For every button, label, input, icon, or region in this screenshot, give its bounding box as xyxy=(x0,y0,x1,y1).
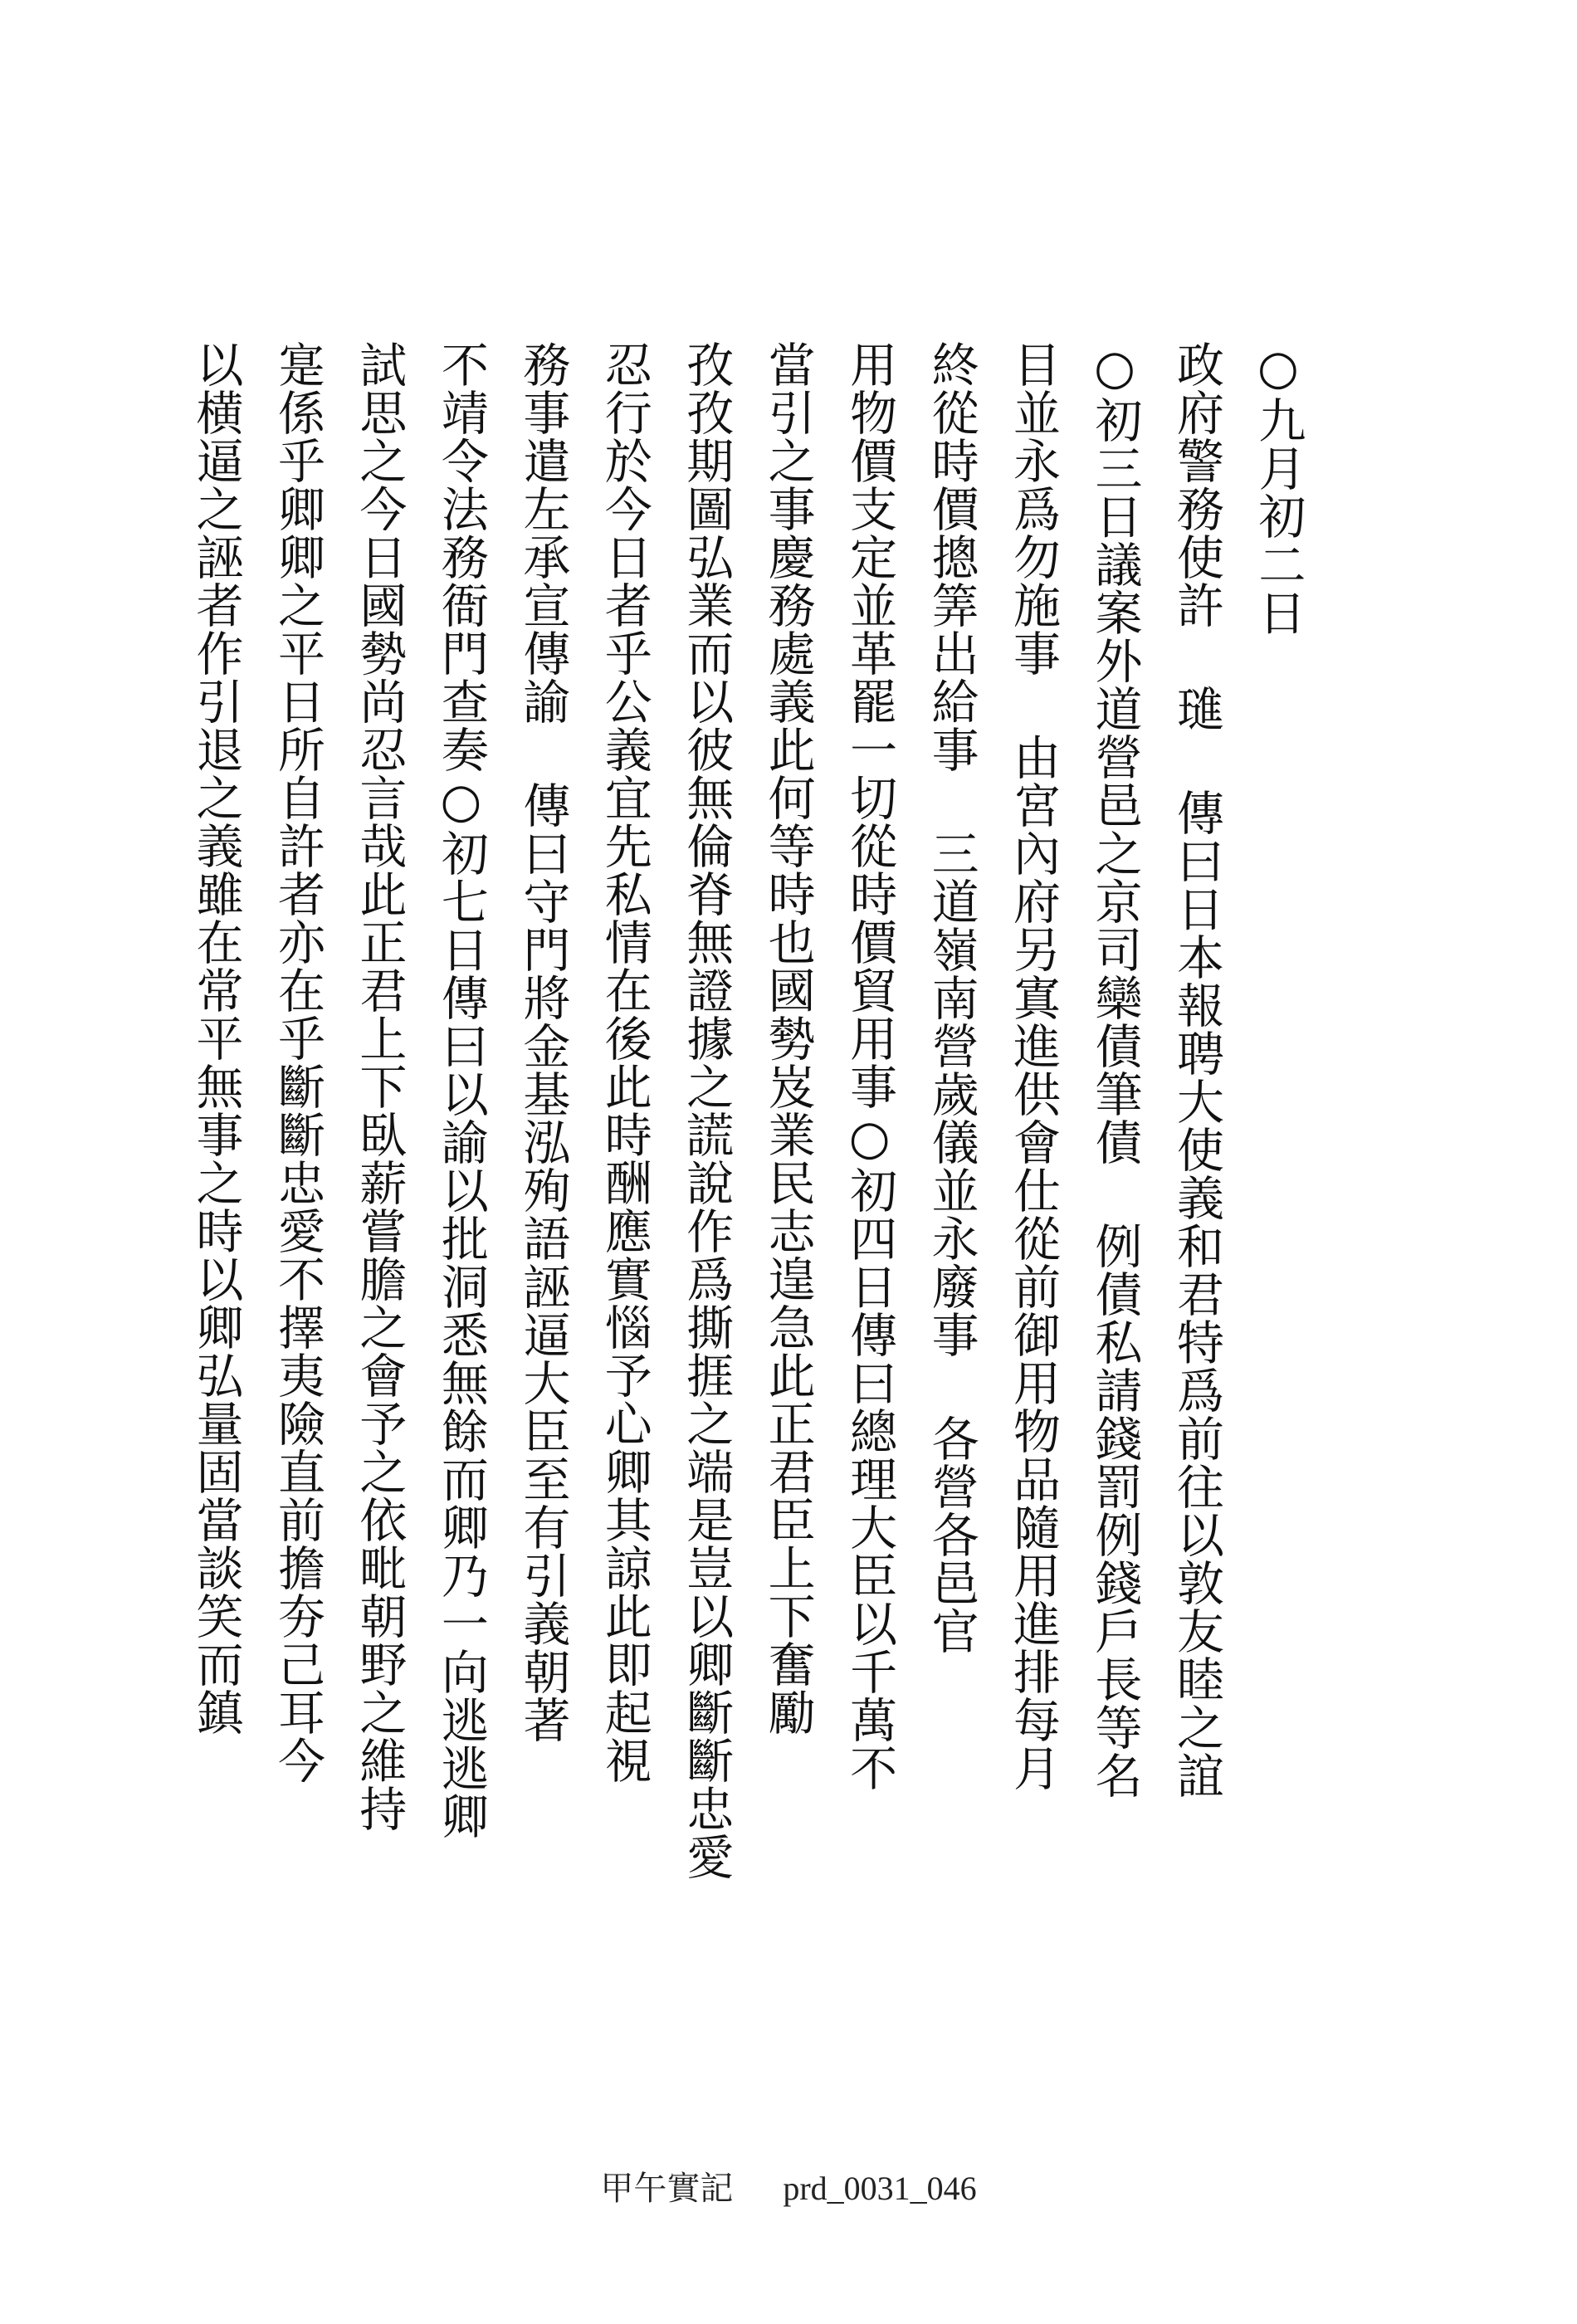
text-column: 當引之事慶務處義此何等時也國勢岌業民志遑急此正君臣上下奮勵 xyxy=(760,340,816,1736)
text-column: 寔係乎卿卿之平日所自許者亦在乎斷斷忠愛不擇夷險直前擔夯己耳今 xyxy=(270,340,325,1784)
text-column: 試思之今日國勢尚忍言哉此正君上下臥薪嘗膽之會予之依毗朝野之維持 xyxy=(351,340,407,1833)
footer-page-code: prd_0031_046 xyxy=(783,2170,977,2207)
text-column: 孜孜期圖弘業而以彼無倫脊無證據之謊說作爲撕捱之端是豈以卿斷斷忠愛 xyxy=(678,340,734,1881)
page-footer xyxy=(0,2162,1577,2209)
text-column-date-heading: ○九月初二日 xyxy=(1250,340,1306,637)
text-column: 忍行於今日者乎公義宜先私情在後此時酬應實惱予心卿其諒此即起視 xyxy=(597,340,652,1784)
text-column: 目並永爲勿施事 由宮內府另寘進供會仕從前御用物品隨用進排每月 xyxy=(1005,340,1061,1792)
footer-title: 甲午實記 xyxy=(600,2170,734,2207)
text-column: 以横逼之誣者作引退之義雖在常平無事之時以卿弘量固當談笑而鎮 xyxy=(188,340,243,1736)
text-column: 用物價支定並革罷一切從時價貿用事○初四日傳曰總理大臣以千萬不 xyxy=(842,340,897,1792)
text-column: 務事遣左承宣傳諭 傳曰守門將金基泓殉語誣逼大臣至有引義朝著 xyxy=(515,340,570,1744)
vertical-text-block xyxy=(183,340,1311,1959)
text-column: ○初三日議案外道營邑之京司欒債筆債 例債私請錢罰例錢戶長等名 xyxy=(1086,340,1142,1799)
text-column: 不靖令法務衙門查奏○初七日傳曰以諭以批洞悉無餘而卿乃一向逃逃卿 xyxy=(433,340,489,1840)
text-column: 政府警務使許 璡 傳曰日本報聘大使義和君特爲前往以敦友睦之誼 xyxy=(1169,340,1224,1799)
text-column: 終從時價摠筭出給事 三道嶺南營歲儀並永廢事 各營各邑官 xyxy=(924,340,979,1655)
